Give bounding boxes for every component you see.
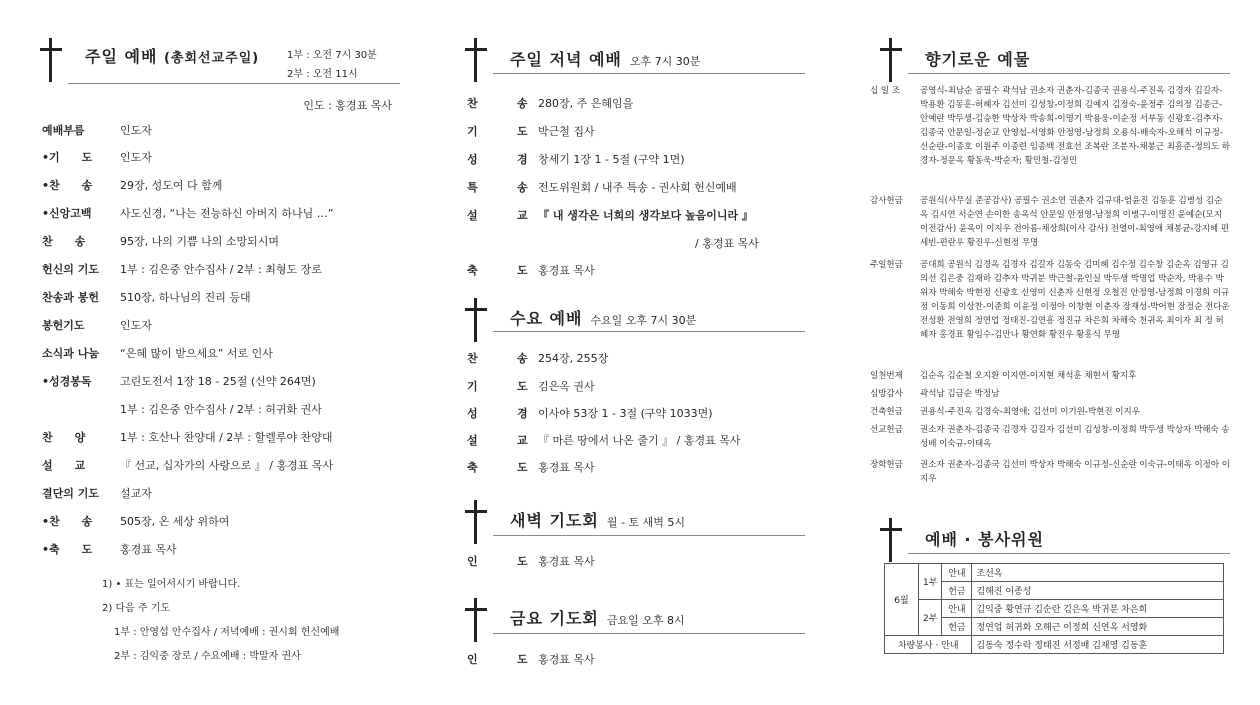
role-cell: 안내 — [942, 600, 972, 618]
cross-icon — [465, 38, 487, 82]
car-label-cell: 차량봉사 · 안내 — [885, 636, 972, 654]
note: 2) 다음 주 기도 — [102, 603, 171, 614]
offering-row: 감사헌금 공원식(사무실 준공감사) 공필수 권소연 권춘자 김규대-엄윤진 김동훈 김병성 김순옥 김시연 서순연 손이한 송옥석 안문일 안정영-남정희 이병구-이명진 윤예순(모지이전감사) 윤옥이 이지우 전아름-채상희(이사 감사) 전열이-최영애 채봉균-강지혜 편세빈-편란우 황진우-신현정 무명 — [870, 196, 1230, 248]
divider — [908, 553, 1230, 554]
cross-icon — [880, 38, 902, 82]
names-cell: 정연업 허귀화 오해근 이정희 신연옥 서영화 — [972, 618, 1224, 636]
leader-text: 인도 : 홍경표 목사 — [303, 99, 392, 112]
friday-prayer-title: 금요 기도회 금요일 오후 8시 — [510, 609, 685, 628]
section-title-text: 주일 예배 — [85, 47, 158, 66]
dawn-prayer-title: 새벽 기도회 월 - 토 새벽 5시 — [510, 511, 685, 530]
service-committee-title: 예배 · 봉사위원 — [925, 530, 1044, 549]
cross-icon — [465, 298, 487, 342]
divider — [493, 535, 805, 536]
offering-row: 십 일 조 공영식-최남순 공필수 곽석남 권소자 권춘자-김종국 권용식-주진옥 김경자 김길자-박용환 김동훈-허혜자 김선미 김성창-이정희 김예지 김정숙-윤정주 김의정 김종근-안예란 박두생-김승한 박상자 박송희-이명기 박용웅-이순정 서부동 신광호-김추자-김종국 안문일-정순교 안영섭-서영화 안정영-남정희 오용식-배숙자-오해석 이규정-신순란-이종호 이원주 이종련 임종백 전효선 조복란 조분자-채봉근 최흥준-정의도 하경자-정문옥 황동욱-박순자; 황민철-김정민 — [870, 86, 1230, 166]
sunday-worship-column: 주일 예배 (총회선교주일) 1부 : 오전 7시 30분 2부 : 오전 11시 인도 : 홍경표 목사 예배부름 인도자 •기 도 인도자 •찬 송 29장, 성도여 다 함께 •신앙고백 사도신경, “나는 전능하신 아버지 하나님 …” 찬 송 95장, 나의 기쁨 나의 소망되시며 헌신의 기도 1부 : 김은중 안수집사 / 2부 : 최형도 장로 찬송과 봉헌 510장, 하나님의 진리 등대 봉헌기도 인도자 소식과 나눔 “은혜 많이 받으세요” 서로 인사 •성경봉독 고린도전서 1장 18 - 25절 (신약 264면) 1부 : 김은중 안수집사 / 2부 : 허귀화 권사 찬 양 1부 : 호산나 찬양대 / 2부 : 할렐루야 찬양대 설 교 『 선교, 십자가의 사랑으로 』 / 홍경표 목사 결단의 기도 설교자 •찬 송 505장, 온 세상 위하여 •축 도 홍경표 목사 1) • 표는 일어서시기 바랍니다. 2) 다음 주 기도 1부 : 안영섭 안수집사 / 저녁예배 : 권시회 헌신예배 2부 : 김익중 장로 / 수요예배 : 박말자 권사 — [30, 0, 400, 705]
role-cell: 안내 — [942, 564, 972, 582]
offering-row: 주일헌금 공대희 공원식 김경옥 김경자 김길자 김동숙 김미혜 김수정 김수창 김순옥 김영규 김의선 김은중 김재하 김추자 박귀분 박근철-윤인실 박두생 박명업 박순자, 박용수 박위자 박해숙 박현정 신광호 신영미 신춘자 신현정 오철진 안정영-남정희 이경희 이규정 이동희 이상찬-이준희 이윤정 이정아 이창현 이춘자 장재성-박어현 장정순 전다운 전성환 전영희 정연업 정태진-김연흥 정진규 차은희 차해숙 천귀옥 최이자 최 정 허혜자 홍경표 황임수-김만나 황연화 황진우 황흥식 무명 — [870, 260, 1230, 340]
divider — [68, 83, 400, 84]
time-2: 2부 : 오전 11시 — [287, 69, 358, 80]
divider — [493, 331, 805, 332]
other-services-column: 주일 저녁 예배 오후 7시 30분 찬 송 280장, 주 은혜임을 기 도 박근철 집사 성 경 창세기 1장 1 - 5절 (구약 1면) 특 송 전도위원회 / 내주 특송 - 권사회 헌신예배 설 교 『 내 생각은 너희의 생각보다 높음이니라 』 / 홍경표 목사 축 도 홍경표 목사 수요 예배 수요일 오후 7시 30분 찬 송 254장, 255장 기 도 김은옥 권사 성 경 이사야 53장 1 - 3절 (구약 1033면) 설 교 『 마른 땅에서 나온 줄기 』 / 홍경표 목사 축 도 홍경표 목사 새벽 기도회 월 - 토 새벽 5시 인 도 홍경표 목사 금요 기도회 금요일 오후 8시 인 도 홍경표 목사 — [455, 0, 805, 705]
divider — [493, 73, 805, 74]
cross-icon — [880, 518, 902, 562]
offering-title: 향기로운 예물 — [925, 50, 1031, 69]
month-cell: 6월 — [885, 564, 919, 636]
wednesday-worship-title: 수요 예배 수요일 오후 7시 30분 — [510, 309, 697, 328]
part-cell: 1부 — [919, 564, 942, 600]
sunday-worship-title — [85, 44, 259, 67]
note: 1부 : 안영섭 안수집사 / 저녁예배 : 권시회 헌신예배 — [114, 627, 340, 638]
service-table — [884, 563, 1224, 654]
role-cell: 헌금 — [942, 618, 972, 636]
cross-icon — [465, 598, 487, 642]
time-1: 1부 : 오전 7시 30분 — [287, 50, 377, 61]
cross-icon — [40, 38, 62, 82]
section-title-sub: (총회선교주일) — [163, 51, 260, 66]
note: 2부 : 김익중 장로 / 수요예배 : 박말자 권사 — [114, 651, 301, 662]
note: 1) • 표는 일어서시기 바랍니다. — [102, 579, 241, 590]
part-cell: 2부 — [919, 600, 942, 636]
names-cell: 김해진 이종성 — [972, 582, 1224, 600]
names-cell: 김익중 황연규 김순란 김은옥 박귀분 차은희 — [972, 600, 1224, 618]
role-cell: 헌금 — [942, 582, 972, 600]
cross-icon — [465, 500, 487, 544]
names-cell: 김동숙 정수락 정태진 서정배 김재영 김동훈 — [972, 636, 1224, 654]
offerings-column: 향기로운 예물 십 일 조 공영식-최남순 공필수 곽석남 권소자 권춘자-김종국 권용식-주진옥 김경자 김길자-박용환 김동훈-허혜자 김선미 김성창-이정희 김예지 김정숙-윤정주 김의정 김종근-안예란 박두생-김승한 박상자 박송희-이명기 박용웅-이순정 서부동 신광호-김추자-김종국 안문일-정순교 안영섭-서영화 안정영-남정희 오용식-배숙자-오해석 이규정-신순란-이종호 이원주 이종련 임종백 전효선 조복란 조분자-채봉근 최흥준-정의도 하경자-정문옥 황동욱-박순자; 황민철-김정민 감사헌금 공원식(사무실 준공감사) 공필수 권소연 권춘자 김규대-엄윤진 김동훈 김병성 김순옥 김시연 서순연 손이한 송옥석 안문일 안정영-남정희 이병구-이명진 윤예순(모지이전감사) 윤옥이 이지우 전아름-채상희(이사 감사) 전열이-최영애 채봉균-강지혜 편세빈-편란우 황진우-신현정 무명 주일헌금 공대희 공원식 김경옥 김경자 김길자 김동숙 김미혜 김수정 김수창 김순옥 김영규 김의선 김은중 김재하 김추자 박귀분 박근철-윤인실 박두생 박명업 박순자, 박용수 박위자 박해숙 박현정 신광호 신영미 신춘자 신현정 오철진 안정영-남정희 이경희 이규정 이동희 이상찬-이준희 이윤정 이정아 이창현 이춘자 장재성-박어현 장정순 전다운 전성환 전영희 정연업 정태진-김연흥 정진규 차은희 차해숙 천귀옥 최이자 최 정 허혜자 홍경표 황임수-김만나 황연화 황진우 황흥식 무명 일천번제 김순옥 김순철 오지환 이지연-이지현 채석훈 채현서 황지후 심방감사 곽석남 김금순 박정남 건축헌금 권용식-주진옥 김경숙-최영애; 김선미 이기원-박현진 이지우 선교헌금 권소자 권춘자-김종국 김경자 김길자 김선미 김성창-이정희 박두생 박상자 박해숙 송성배 이숙규-이태옥 장학헌금 권소자 권춘자-김종국 김선미 박상자 박해숙 이규정-신순란 이숙규-이태옥 이정아 이지우 예배 · 봉사위원 6월 1부 안내 조선옥 헌금 김해진 이종성 2부 안내 김익중 황연규 김순란 김은옥 박귀분 차은희 헌금 정연업 허귀화 오해근 이정희 신연옥 서영화 차량봉사 · 안내 김동숙 정수락 정태진 서정배 김재영 김동훈 — [870, 0, 1230, 705]
names-cell: 조선옥 — [972, 564, 1224, 582]
divider — [493, 633, 805, 634]
divider — [908, 73, 1230, 74]
evening-worship-title: 주일 저녁 예배 오후 7시 30분 — [510, 50, 701, 69]
